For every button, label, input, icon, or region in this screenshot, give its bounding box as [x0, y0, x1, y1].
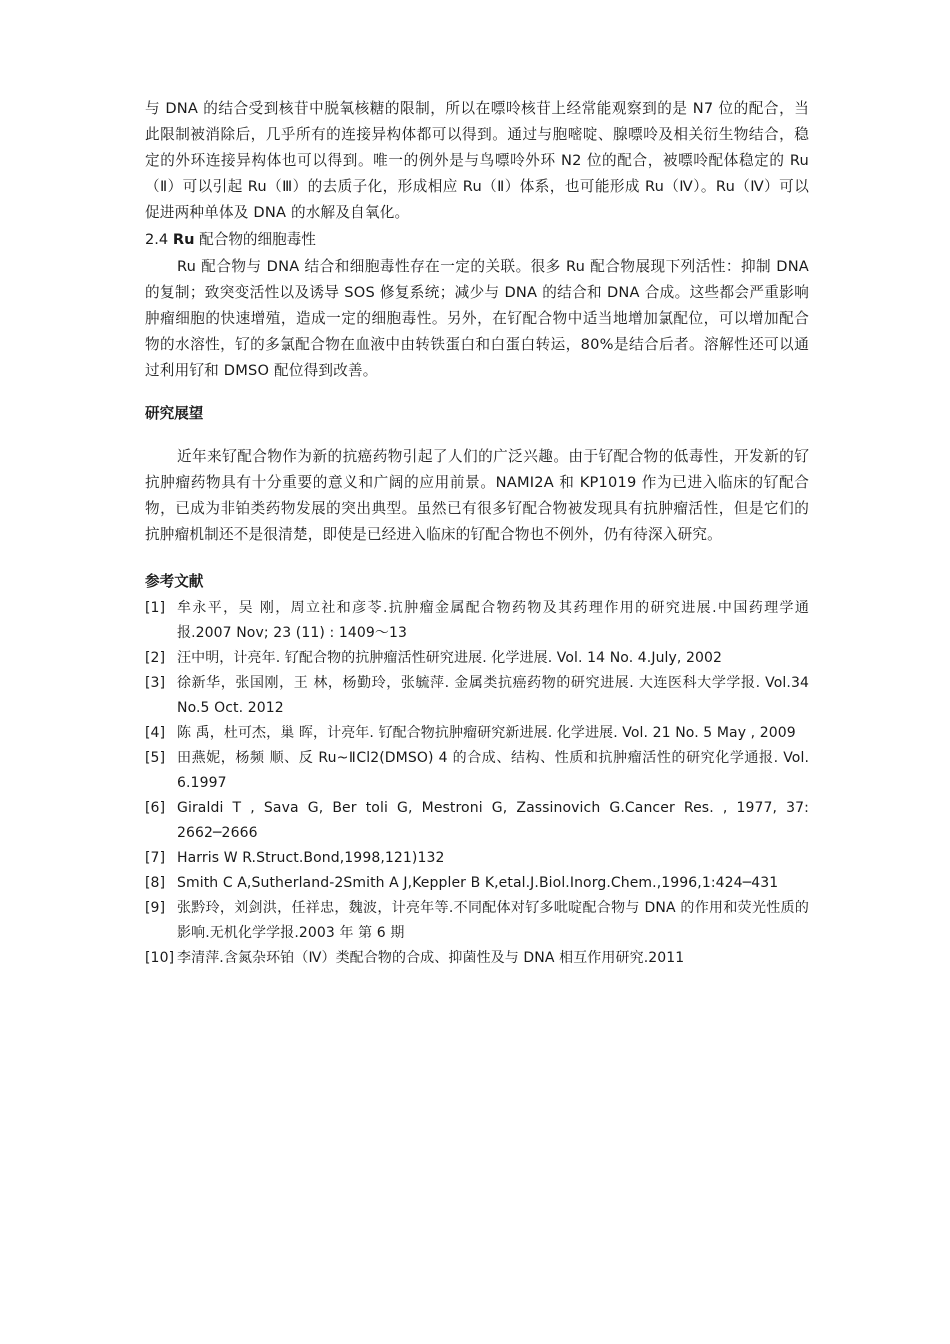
reference-item [145, 596, 809, 646]
reference-text: 汪中明，计亮年. 钌配合物的抗肿瘤活性研究进展. 化学进展. Vol. 14 No. 4.July, 2002 [177, 650, 723, 666]
reference-text: 田燕妮，杨频 顺、反 Ru~ⅡCl2(DMSO) 4 的合成、结构、性质和抗肿瘤活性的研究化学通报. Vol. 6.1997 [177, 750, 809, 791]
section-title-rest: 配合物的细胞毒性 [194, 231, 316, 248]
reference-list [145, 596, 809, 971]
document-page [145, 96, 809, 971]
reference-text: Smith C A,Sutherland-2Smith A J,Keppler B K,etal.J.Biol.Inorg.Chem.,1996,1:424─431 [177, 875, 779, 891]
paragraph-binding: 与 DNA 的结合受到核苷中脱氧核糖的限制，所以在嘌呤核苷上经常能观察到的是 N7 位的配合，当此限制被消除后，几乎所有的连接异构体都可以得到。通过与胞嘧啶、腺嘌呤及相关衍生物结合，稳定的外环连接异构体也可以得到。唯一的例外是与鸟嘌呤外环 N2 位的配合，被嘌呤配体稳定的 Ru（Ⅱ）可以引起 Ru（Ⅲ）的去质子化，形成相应 Ru（Ⅱ）体系，也可能形成 Ru（Ⅳ）。Ru（Ⅳ）可以促进两种单体及 DNA 的水解及自氧化。 [145, 100, 809, 221]
reference-item [145, 946, 809, 971]
reference-item [145, 671, 809, 721]
reference-number: [3] [145, 675, 166, 691]
reference-number: [5] [145, 750, 166, 766]
reference-item [145, 896, 809, 946]
reference-number: [4] [145, 725, 166, 741]
reference-item [145, 746, 809, 796]
reference-item [145, 846, 809, 871]
reference-text: Harris W R.Struct.Bond,1998,121)132 [177, 850, 445, 866]
section-heading-2-4 [145, 228, 809, 252]
reference-text: 徐新华，张国刚，王 林，杨勤玲，张毓萍. 金属类抗癌药物的研究进展. 大连医科大学学报. Vol.34 No.5 Oct. 2012 [177, 675, 809, 716]
reference-number: [7] [145, 850, 166, 866]
reference-number: [9] [145, 900, 166, 916]
reference-number: [2] [145, 650, 166, 666]
heading-outlook: 研究展望 [145, 405, 204, 422]
reference-number: [6] [145, 800, 166, 816]
section-number: 2.4 [145, 231, 173, 248]
paragraph-outlook: 近年来钌配合物作为新的抗癌药物引起了人们的广泛兴趣。由于钌配合物的低毒性，开发新的钌抗肿瘤药物具有十分重要的意义和广阔的应用前景。NAMI2A 和 KP1019 作为已进入临床的钌配合物，已成为非铂类药物发展的突出典型。虽然已有很多钌配合物被发现具有抗肿瘤活性，但是它们的抗肿瘤机制还不是很清楚，即使是已经进入临床的钌配合物也不例外，仍有待深入研究。 [145, 448, 809, 543]
reference-text: 陈 禹，杜可杰，巢 晖，计亮年. 钌配合物抗肿瘤研究新进展. 化学进展. Vol. 21 No. 5 May , 2009 [177, 725, 796, 741]
paragraph-cytotoxicity: Ru 配合物与 DNA 结合和细胞毒性存在一定的关联。很多 Ru 配合物展现下列活性：抑制 DNA 的复制；致突变活性以及诱导 SOS 修复系统；减少与 DNA 的结合和 DNA 合成。这些都会严重影响肿瘤细胞的快速增殖，造成一定的细胞毒性。另外，在钌配合物中适当地增加氯配位，可以增加配合物的水溶性，钌的多氯配合物在血液中由转铁蛋白和白蛋白转运，80%是结合后者。溶解性还可以通过利用钌和 DMSO 配位得到改善。 [145, 258, 809, 379]
reference-number: [8] [145, 875, 166, 891]
reference-text: Giraldi T , Sava G, Ber toli G, Mestroni G, Zassinovich G.Cancer Res. , 1977, 37: 2662─2666 [177, 800, 809, 841]
reference-item [145, 871, 809, 896]
section-bold-ru: Ru [172, 231, 195, 248]
reference-text: 张黔玲，刘剑洪，任祥忠，魏波，计亮年等.不同配体对钌多吡啶配合物与 DNA 的作用和荧光性质的影响.无机化学学报.2003 年 第 6 期 [177, 900, 809, 941]
reference-item [145, 721, 809, 746]
reference-item [145, 796, 809, 846]
reference-text: 李清萍.含氮杂环铂（Ⅳ）类配合物的合成、抑菌性及与 DNA 相互作用研究.2011 [177, 950, 685, 966]
reference-text: 牟永平，吴 刚，周立社和彦苓.抗肿瘤金属配合物药物及其药理作用的研究进展.中国药理学通报.2007 Nov; 23 (11) : 1409～13 [177, 600, 809, 641]
heading-references: 参考文献 [145, 573, 204, 590]
reference-number: [10] [145, 950, 175, 966]
reference-item [145, 646, 809, 671]
reference-number: [1] [145, 600, 166, 616]
